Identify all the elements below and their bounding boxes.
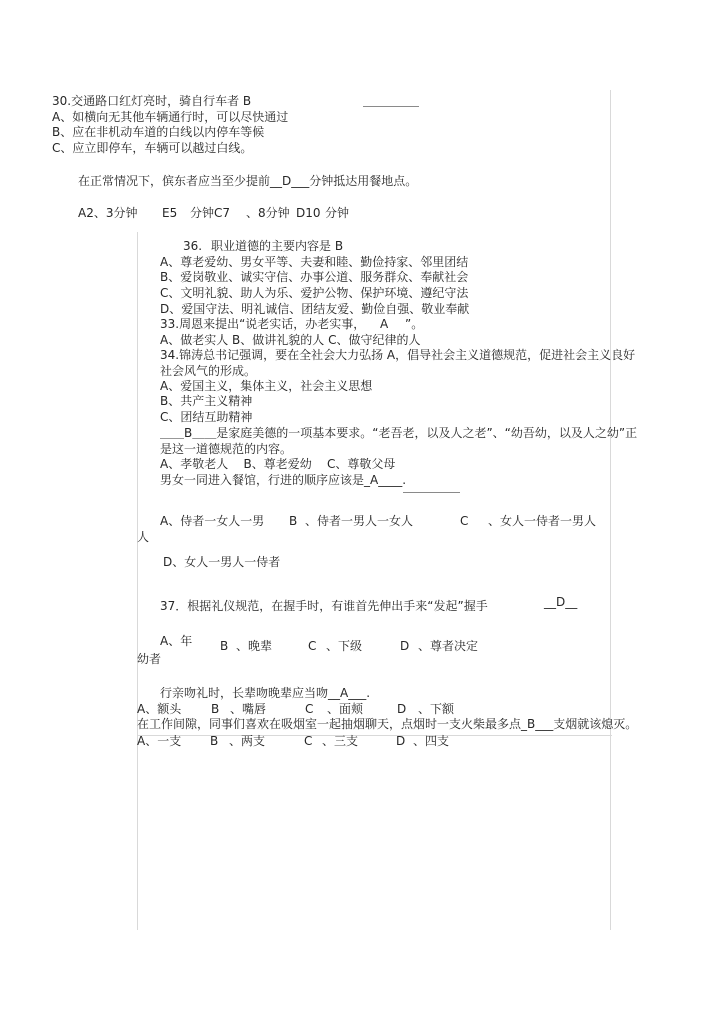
q-kiss-stem: 行亲吻礼时，长辈吻晚辈应当吻__A___. [160,686,371,700]
q37-option-d-letter: D [400,639,410,653]
q-arrival-option-seg: A2、3分钟 [78,206,138,220]
q36-number: 36. [183,239,203,253]
q-arrival-option-seg: E5 [162,206,178,220]
q34-option-b: B、共产主义精神 [160,394,253,408]
q-order-option-a-wrap: 人 [137,530,150,544]
q33-stem: 33.周恩来提出“说老实话，办老实事， [160,317,366,331]
q34-stem-line2: 社会风气的形成。 [160,364,257,378]
q36-option-d: D、爱国守法、明礼诚信、团结友爱、勤俭自强、敬业奉献 [160,302,470,316]
q-match-option-d-letter: D [396,734,406,748]
q-match-option-d: 、四支 [413,734,450,748]
q-order-rule [403,492,460,493]
q-arrival-option-seg: 、8分钟 [246,206,290,220]
q30-option-c: C、应立即停车，车辆可以越过白线。 [52,141,253,155]
q-arrival-option-seg: 分钟 [325,206,350,220]
q-kiss-option-d-letter: D [397,702,407,716]
q33-stem-end: ”。 [405,317,424,331]
q-order-option-b-letter: B [289,514,298,528]
q-match-option-b: 、两支 [229,734,266,748]
q37-option-c: 、下级 [326,639,363,653]
q30-rule [363,106,419,107]
q37-stem: 37．根据礼仪规范，在握手时，有谁首先伸出手来“发起”握手 [160,599,488,613]
frame-lower-box-top [137,735,612,736]
q30-option-b: B、应在非机动车道的白线以内停车等候 [52,125,265,139]
q37-option-d: 、尊者决定 [418,639,479,653]
q-family-stem-line2: 是这一道德规范的内容。 [160,442,293,456]
q-order-option-b: 、侍者一男人一女人 [305,514,414,528]
q-kiss-option-a: A、额头 [137,702,182,716]
frame-right-edge [610,90,611,930]
q33-answer: A [380,317,389,331]
q-kiss-option-b-letter: B [211,702,220,716]
q33-options: A、做老实人 B、做讲礼貌的人 C、做守纪律的人 [160,333,421,347]
q34-option-c: C、团结互助精神 [160,410,253,424]
q37-option-c-letter: C [308,639,317,653]
q36-option-b: B、爱岗敬业、诚实守信、办事公道、服务群众、奉献社会 [160,270,469,284]
q-kiss-option-b: 、嘴唇 [230,702,267,716]
q-order-option-c-letter: C [460,514,469,528]
q-family-options: A、孝敬老人 B、尊老爱幼 C、尊敬父母 [160,457,396,471]
q-order-option-d: D、女人一男人一侍者 [163,555,281,569]
q-arrival-option-seg: 分钟C7 [190,206,231,220]
q34-option-a: A、爱国主义，集体主义，社会主义思想 [160,379,373,393]
q-arrival-stem: 在正常情况下，傧东者应当至少提前__D___分钟抵达用餐地点。 [78,174,418,188]
q-order-stem: 男女一同进入餐馆，行进的顺序应该是_A____. [160,473,407,487]
q34-stem-line1: 34.锦涛总书记强调，要在全社会大力弘扬 A，倡导社会主义道德规范，促进社会主义良好 [160,348,636,362]
q37-option-a: A、年 [160,634,193,648]
q30-stem: 30.交通路口红灯亮时，骑自行车者 B [52,94,252,108]
q-match-option-c-letter: C [304,734,313,748]
q36-option-a: A、尊老爱幼、男女平等、夫妻和睦、勤俭持家、邻里团结 [160,255,469,269]
q30-option-a: A、如横向无其他车辆通行时，可以尽快通过 [52,110,289,124]
frame-left-edge [137,232,138,930]
q-arrival-option-seg: D10 [296,206,321,220]
q37-option-b: 、晚辈 [236,639,273,653]
q36-option-c: C、文明礼貌、助人为乐、爱护公物、保护环境、遵纪守法 [160,286,469,300]
q-match-option-a: A、一支 [137,734,182,748]
q37-option-b-letter: B [220,639,229,653]
q-kiss-option-c-letter: C [305,702,314,716]
q-kiss-option-c: 、面颊 [327,702,364,716]
q37-option-a-wrap: 幼者 [137,652,162,666]
q-order-option-c: 、女人一侍者一男人 [488,514,597,528]
q-order-option-a: A、侍者一女人一男 [160,514,265,528]
q-match-stem: 在工作间隙，同事们喜欢在吸烟室一起抽烟聊天，点烟时一支火柴最多点_B___支烟就该熄灭。 [137,717,638,731]
q36-stem: 职业道德的主要内容是 B [211,239,344,253]
q-match-option-b-letter: B [210,734,219,748]
q37-answer: __D__ [544,595,578,609]
q-kiss-option-d: 、下额 [418,702,455,716]
q-family-stem-line1: ＿＿B＿＿是家庭美德的一项基本要求。“老吾老，以及人之老”、“幼吾幼，以及人之幼”正 [160,426,638,440]
q-match-option-c: 、三支 [322,734,359,748]
